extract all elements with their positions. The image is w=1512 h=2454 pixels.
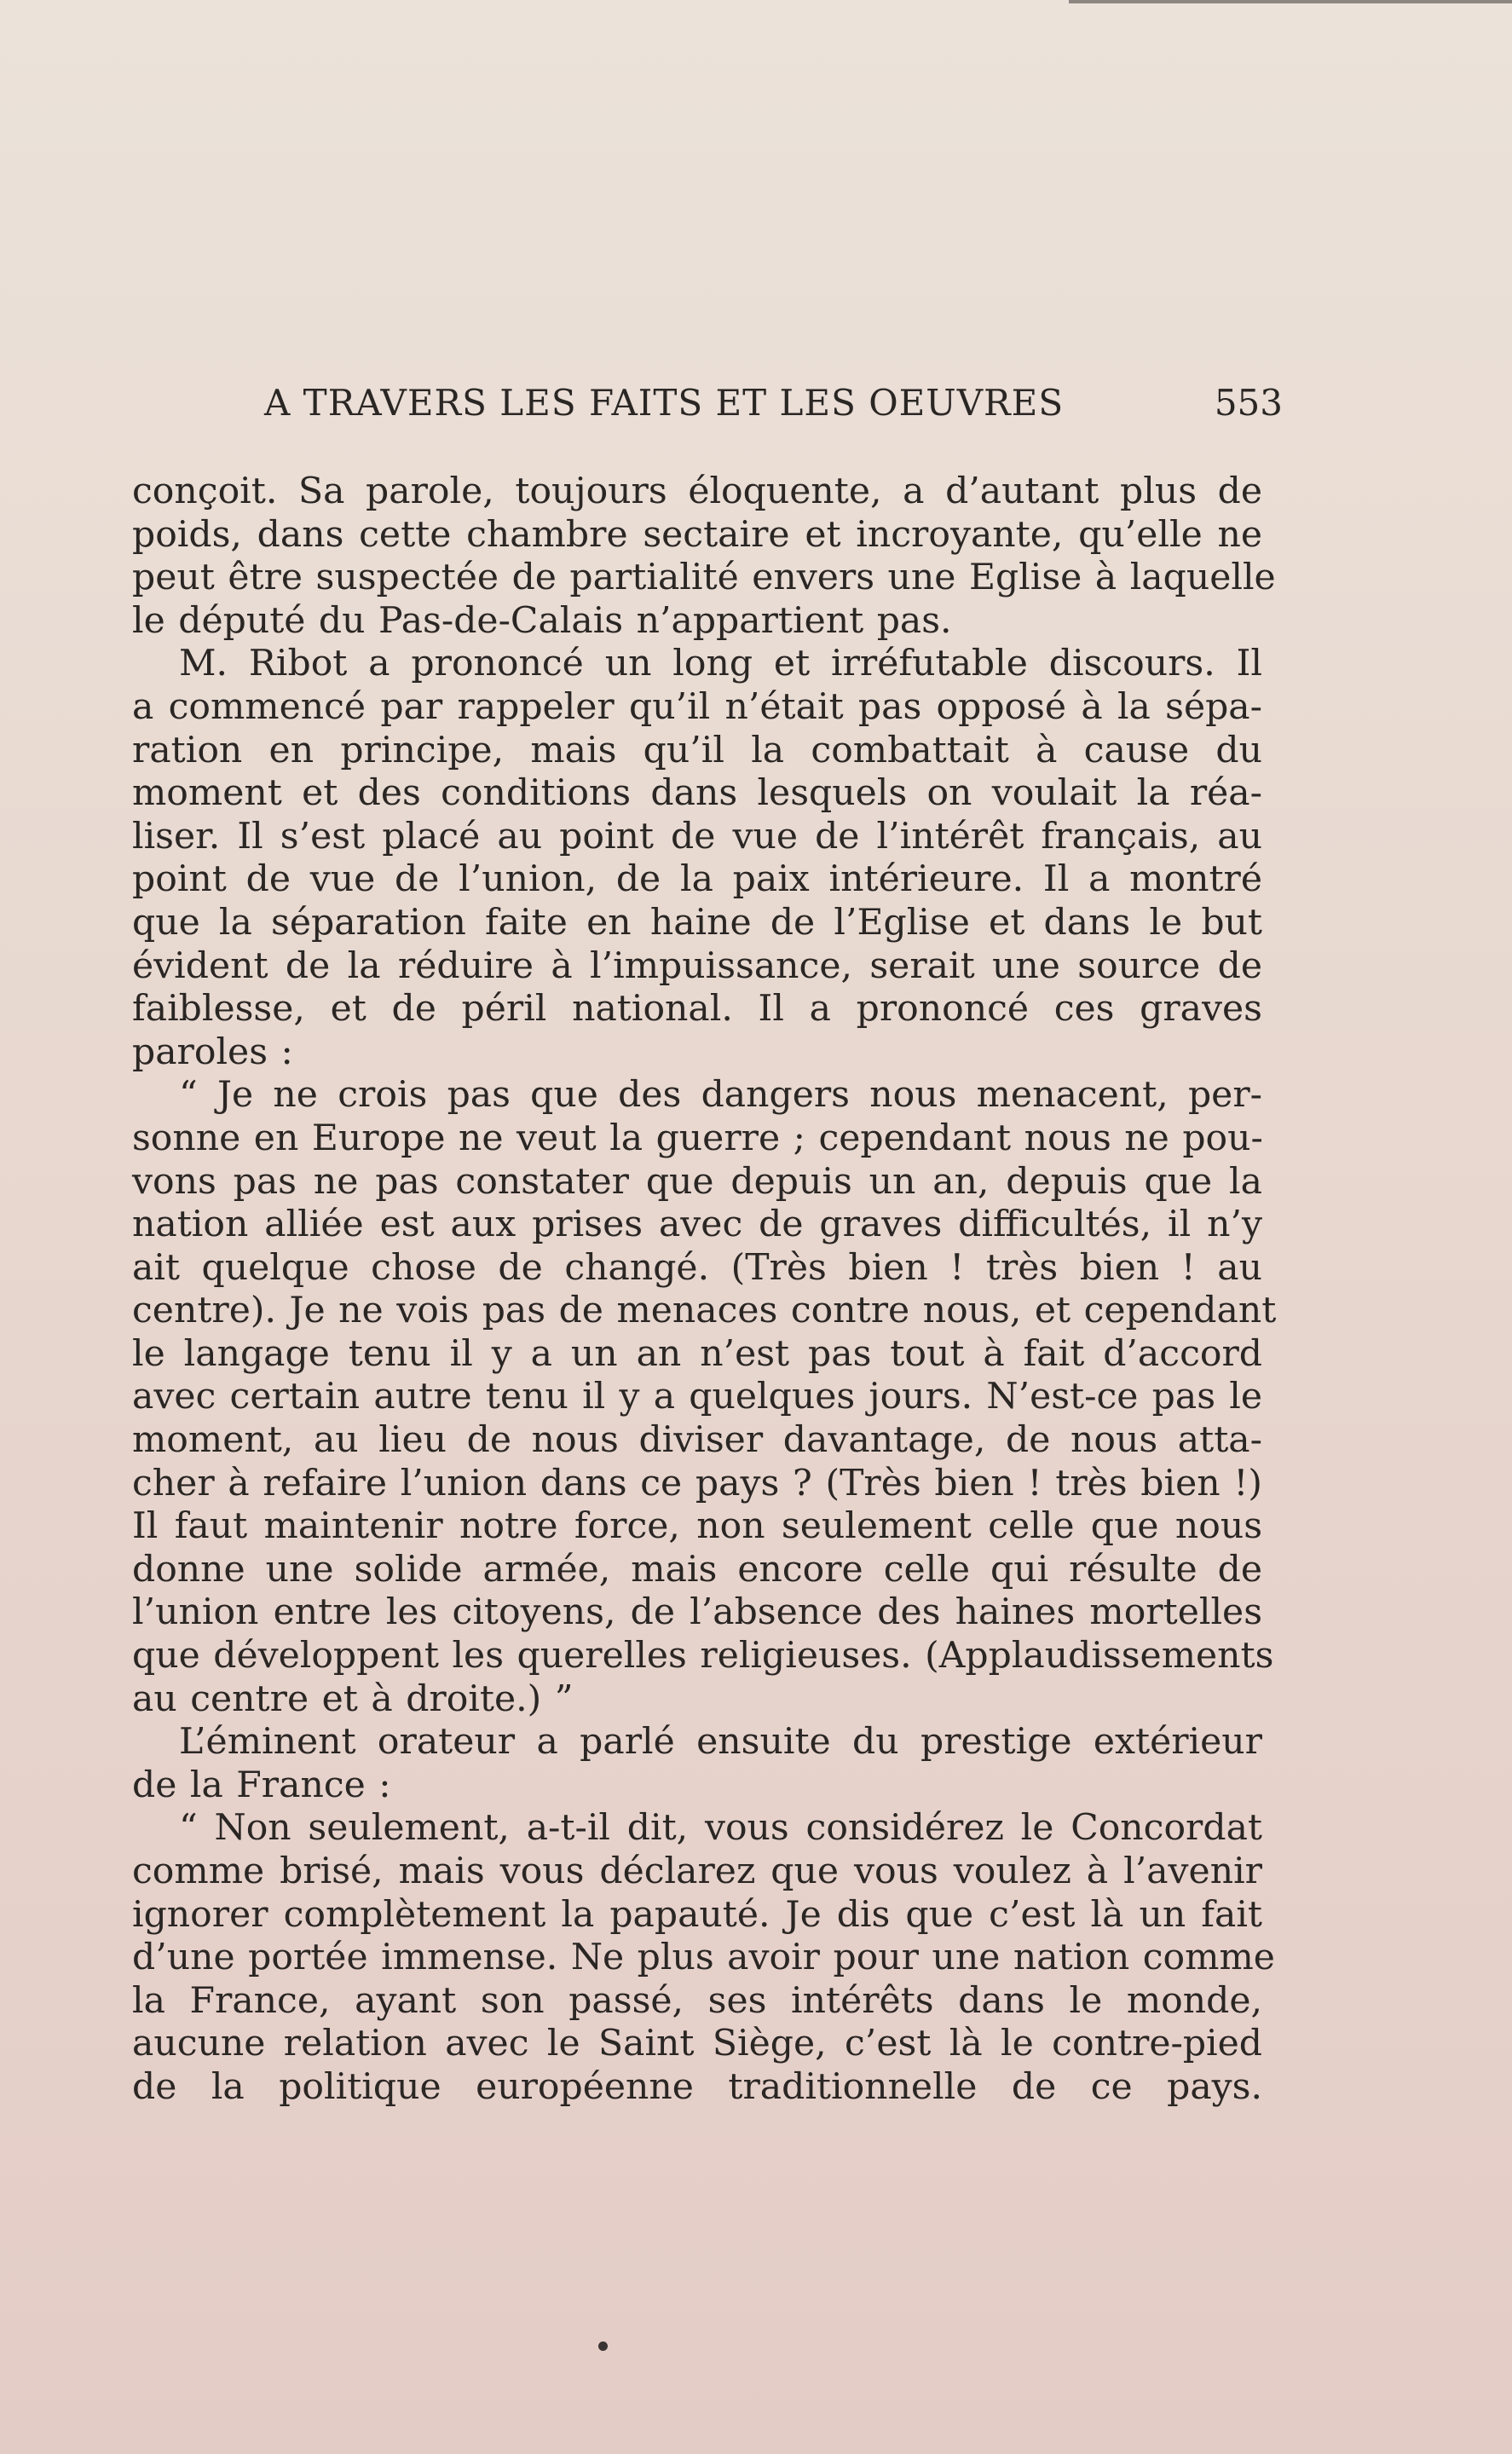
text-line: liser. Il s’est placé au point de vue de l’intérêt français, au	[132, 815, 1262, 857]
text-line: au centre et à droite.) ”	[132, 1677, 574, 1720]
text-line: centre). Je ne vois pas de menaces contre nous, et cependant	[132, 1290, 1277, 1332]
text-line: moment, au lieu de nous diviser davantage, de nous atta-	[132, 1419, 1262, 1462]
page-top-edge	[1069, 0, 1512, 3]
text-line: faiblesse, et de péril national. Il a prononcé ces graves	[132, 988, 1262, 1031]
text-line: ignorer complètement la papauté. Je dis que c’est là un fait	[132, 1893, 1262, 1936]
text-line: le député du Pas-de-Calais n’appartient pas.	[132, 599, 952, 642]
text-line: le langage tenu il y a un an n’est pas tout à fait d’accord	[132, 1332, 1262, 1375]
text-line: que la séparation faite en haine de l’Eglise et dans le but	[132, 901, 1262, 944]
text-line: comme brisé, mais vous déclarez que vous voulez à l’avenir	[132, 1851, 1262, 1892]
text-line: M. Ribot a prononcé un long et irréfutable discours. Il	[179, 643, 1262, 685]
text-line: poids, dans cette chambre sectaire et incroyante, qu’elle ne	[132, 513, 1262, 556]
text-line: “ Je ne crois pas que des dangers nous menacent, per-	[179, 1074, 1262, 1117]
text-line: L’éminent orateur a parlé ensuite du prestige extérieur	[179, 1721, 1262, 1764]
text-line: avec certain autre tenu il y a quelques jours. N’est-ce pas le	[132, 1376, 1262, 1418]
text-line: sonne en Europe ne veut la guerre ; cependant nous ne pou-	[132, 1117, 1263, 1159]
text-line: cher à refaire l’union dans ce pays ? (Très bien ! très bien !)	[132, 1462, 1262, 1504]
text-line: d’une portée immense. Ne plus avoir pour une nation comme	[132, 1937, 1275, 1979]
text-line: moment et des conditions dans lesquels on voulait la réa-	[132, 772, 1262, 815]
running-head	[132, 382, 1283, 433]
text-line: Il faut maintenir notre force, non seulement celle que nous	[132, 1505, 1262, 1548]
text-line: de la politique européenne traditionnelle de ce pays.	[132, 2065, 1262, 2108]
body-text	[132, 471, 1277, 2110]
ink-speck	[598, 2341, 608, 2351]
text-line: que développent les querelles religieuses. (Applaudissements	[132, 1635, 1274, 1677]
text-line: paroles :	[132, 1031, 293, 1073]
text-line: ration en principe, mais qu’il la combattait à cause du	[132, 729, 1262, 771]
text-line: conçoit. Sa parole, toujours éloquente, a d’autant plus de	[132, 471, 1262, 512]
text-line: la France, ayant son passé, ses intérêts dans le monde,	[132, 1979, 1262, 2022]
text-line: évident de la réduire à l’impuissance, serait une source de	[132, 944, 1262, 987]
text-line: peut être suspectée de partialité envers une Eglise à laquelle	[132, 557, 1276, 599]
text-line: l’union entre les citoyens, de l’absence des haines mortelles	[132, 1591, 1262, 1634]
text-line: point de vue de l’union, de la paix intérieure. Il a montré	[132, 858, 1262, 901]
text-line: ait quelque chose de changé. (Très bien ! très bien ! au	[132, 1246, 1262, 1289]
text-line: donne une solide armée, mais encore celle qui résulte de	[132, 1548, 1262, 1591]
text-line: de la France :	[132, 1764, 391, 1806]
text-line: vons pas ne pas constater que depuis un an, depuis que la	[132, 1160, 1262, 1203]
page-number: 553	[1214, 382, 1283, 424]
text-line: nation alliée est aux prises avec de graves difficultés, il n’y	[132, 1204, 1262, 1246]
text-line: “ Non seulement, a-t-il dit, vous considérez le Concordat	[179, 1807, 1262, 1850]
running-title: A TRAVERS LES FAITS ET LES OEUVRES	[264, 382, 1065, 424]
text-line: a commencé par rappeler qu’il n’était pas opposé à la sépa-	[132, 685, 1262, 728]
text-line: aucune relation avec le Saint Siège, c’est là le contre-pied	[132, 2023, 1262, 2065]
